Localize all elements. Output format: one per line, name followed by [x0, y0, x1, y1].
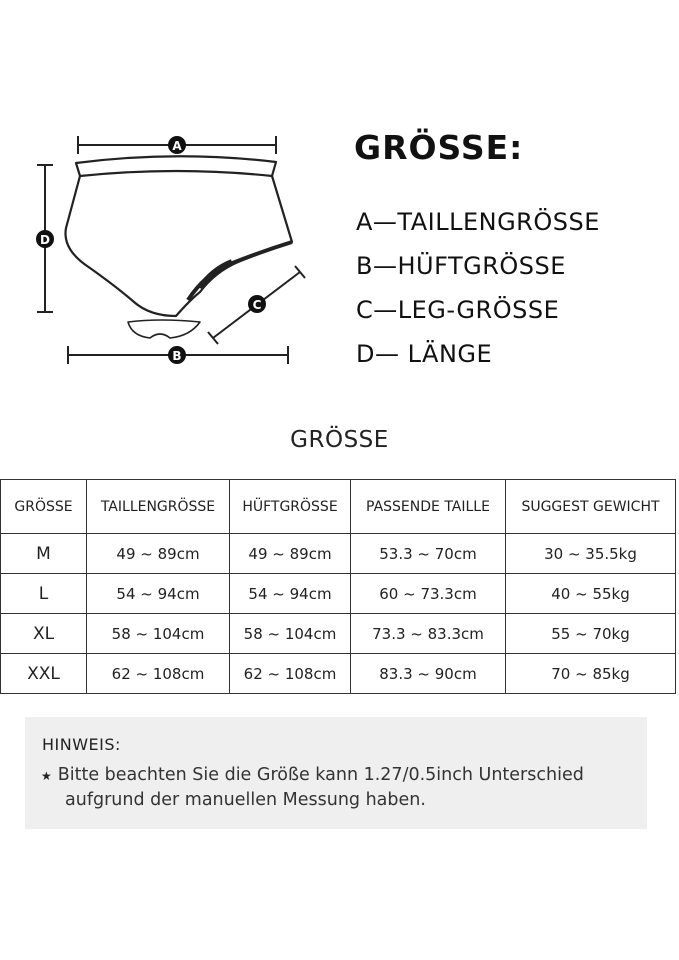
cell-fitting-waist: 83.3 ~ 90cm — [351, 654, 506, 694]
cell-hip: 49 ~ 89cm — [230, 534, 351, 574]
cell-weight: 55 ~ 70kg — [506, 614, 676, 654]
svg-text:D: D — [40, 233, 50, 247]
measurement-diagram — [0, 0, 330, 400]
cell-waist: 54 ~ 94cm — [87, 574, 230, 614]
note-text — [41, 763, 641, 812]
header-fitting-waist: PASSENDE TAILLE — [351, 480, 506, 534]
legend-item-hip: B—HÜFTGRÖSSE — [356, 252, 566, 280]
cell-size: M — [1, 534, 87, 574]
table-row — [1, 654, 676, 694]
note-box — [25, 717, 647, 829]
star-icon: ★ — [41, 769, 52, 783]
svg-text:C: C — [252, 298, 262, 312]
legend-list — [356, 204, 600, 380]
table-row — [1, 614, 676, 654]
note-line-1-text: Bitte beachten Sie die Größe kann 1.27/0.5inch Unterschied — [57, 765, 584, 785]
cell-hip: 54 ~ 94cm — [230, 574, 351, 614]
size-table — [0, 479, 676, 694]
note-line-2: aufgrund der manuellen Messung haben. — [65, 790, 426, 810]
marker-d — [36, 230, 54, 248]
cell-fitting-waist: 53.3 ~ 70cm — [351, 534, 506, 574]
legend-item-length: D— LÄNGE — [356, 340, 493, 368]
legend-title: GRÖSSE: — [354, 128, 524, 167]
note-heading: HINWEIS: — [42, 735, 121, 754]
cell-weight: 40 ~ 55kg — [506, 574, 676, 614]
legend-item-leg: C—LEG-GRÖSSE — [356, 296, 560, 324]
svg-text:B: B — [172, 349, 182, 363]
svg-text:A: A — [172, 139, 182, 153]
cell-size: L — [1, 574, 87, 614]
note-line-1 — [41, 763, 641, 788]
cell-hip: 58 ~ 104cm — [230, 614, 351, 654]
marker-a — [168, 136, 186, 154]
cell-weight: 70 ~ 85kg — [506, 654, 676, 694]
cell-waist: 58 ~ 104cm — [87, 614, 230, 654]
table-row — [1, 574, 676, 614]
cell-weight: 30 ~ 35.5kg — [506, 534, 676, 574]
marker-c — [248, 295, 266, 313]
marker-b — [168, 346, 186, 364]
header-hip: HÜFTGRÖSSE — [230, 480, 351, 534]
cell-waist: 62 ~ 108cm — [87, 654, 230, 694]
table-row — [1, 534, 676, 574]
table-header-row — [1, 480, 676, 534]
header-suggested-weight: SUGGEST GEWICHT — [506, 480, 676, 534]
header-size: GRÖSSE — [1, 480, 87, 534]
cell-hip: 62 ~ 108cm — [230, 654, 351, 694]
legend-item-waist: A—TAILLENGRÖSSE — [356, 208, 600, 236]
cell-fitting-waist: 73.3 ~ 83.3cm — [351, 614, 506, 654]
cell-size: XXL — [1, 654, 87, 694]
cell-size: XL — [1, 614, 87, 654]
cell-waist: 49 ~ 89cm — [87, 534, 230, 574]
header-waist: TAILLENGRÖSSE — [87, 480, 230, 534]
table-title: GRÖSSE — [290, 427, 389, 453]
cell-fitting-waist: 60 ~ 73.3cm — [351, 574, 506, 614]
